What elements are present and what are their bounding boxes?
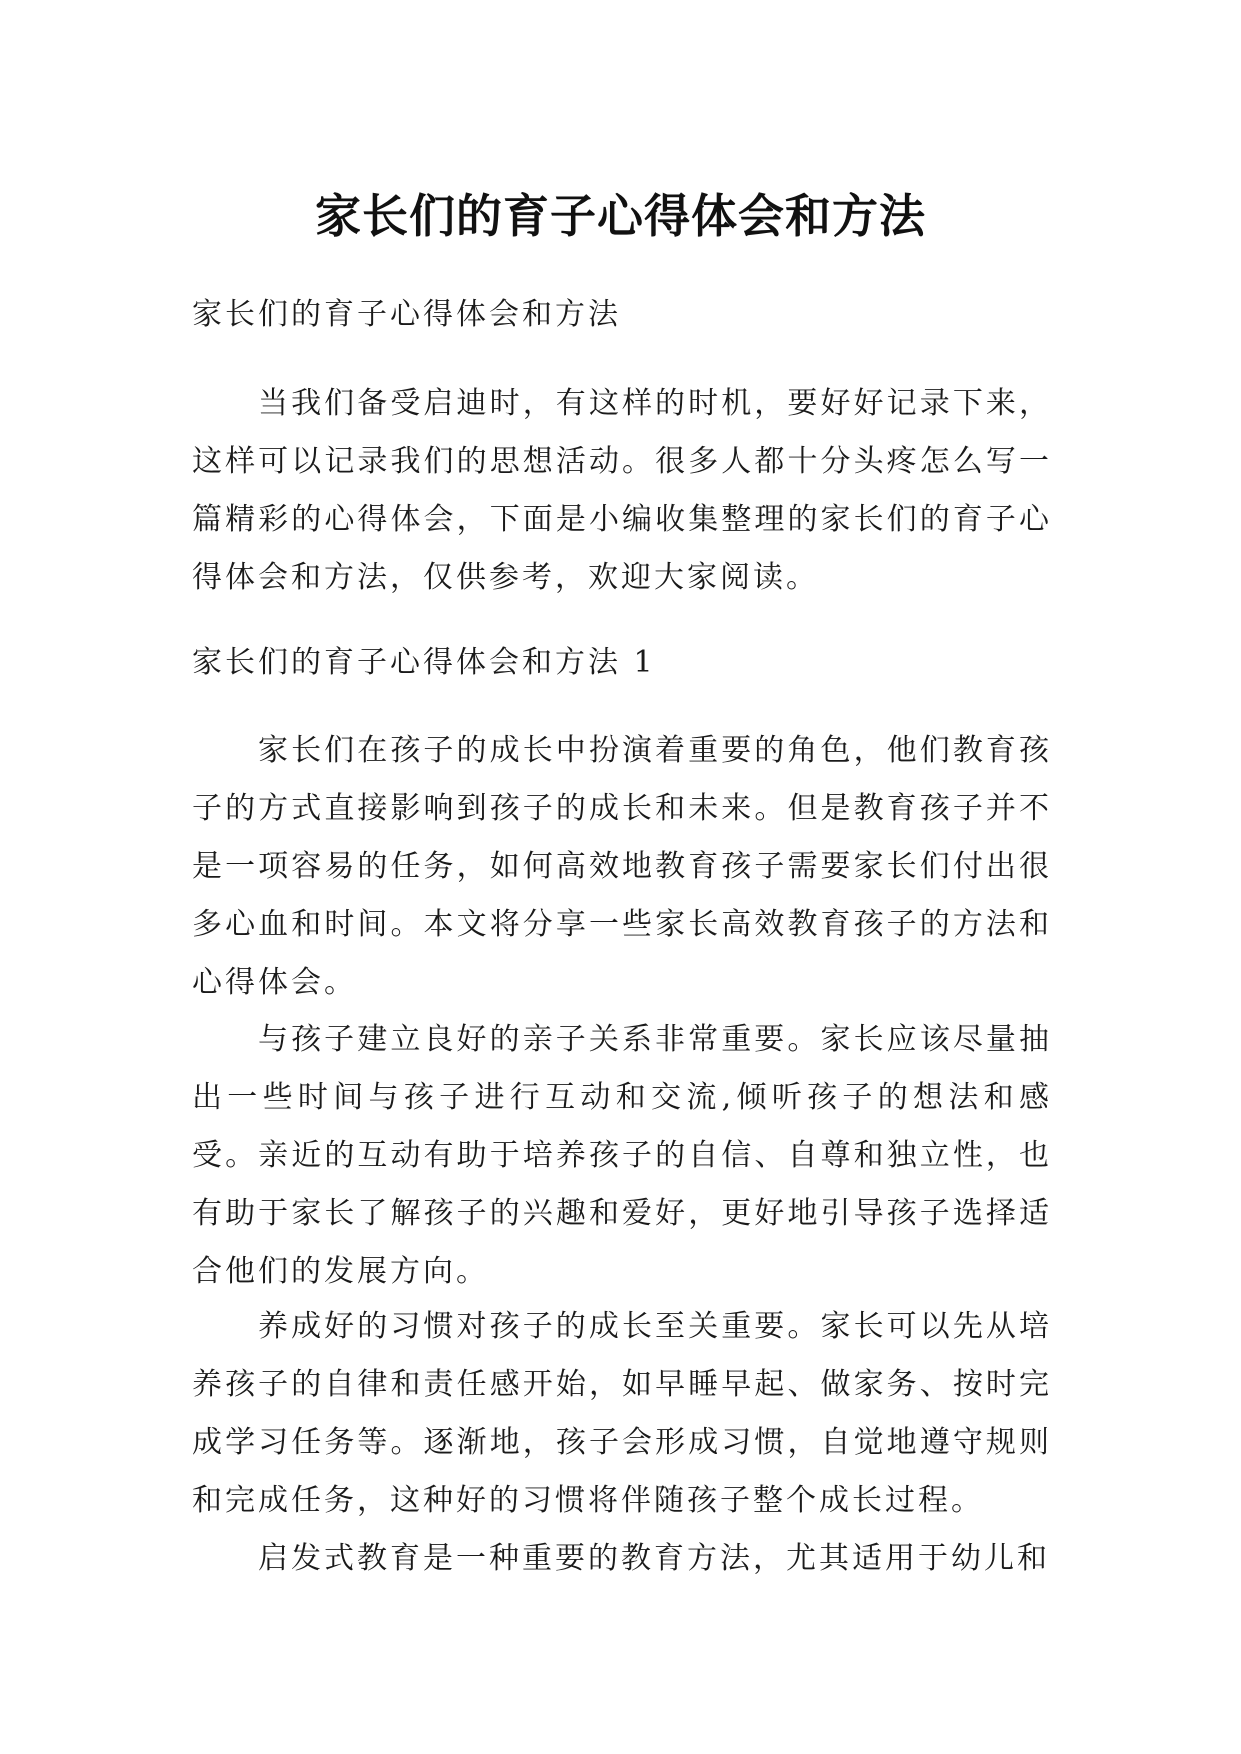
intro-heading: 家长们的育子心得体会和方法 [192,297,621,332]
body-paragraph: 启发式教育是一种重要的教育方法，尤其适用于幼儿和 [258,1541,1050,1576]
section-heading: 家长们的育子心得体会和方法 1 [192,645,656,680]
body-paragraph: 家长们在孩子的成长中扮演着重要的角色，他们教育孩子的方式直接影响到孩子的成长和未来。但是教育孩子并不是一项容易的任务，如何高效地教育孩子需要家长们付出很多心血和时间。本文将分享一些家长高效教育孩子的方法和心得体会。 [192,733,1052,1000]
body-paragraph: 养成好的习惯对孩子的成长至关重要。家长可以先从培养孩子的自律和责任感开始，如早睡早起、做家务、按时完成学习任务等。逐渐地，孩子会形成习惯，自觉地遵守规则和完成任务，这种好的习惯将伴随孩子整个成长过程。 [192,1309,1052,1518]
body-paragraph: 与孩子建立良好的亲子关系非常重要。家长应该尽量抽出一些时间与孩子进行互动和交流,倾听孩子的想法和感受。亲近的互动有助于培养孩子的自信、自尊和独立性，也有助于家长了解孩子的兴趣和爱好，更好地引导孩子选择适合他们的发展方向。 [192,1022,1052,1289]
intro-paragraph: 当我们备受启迪时，有这样的时机，要好好记录下来，这样可以记录我们的思想活动。很多人都十分头疼怎么写一篇精彩的心得体会，下面是小编收集整理的家长们的育子心得体会和方法，仅供参考，欢迎大家阅读。 [192,386,1052,595]
document-title: 家长们的育子心得体会和方法 [315,188,926,243]
